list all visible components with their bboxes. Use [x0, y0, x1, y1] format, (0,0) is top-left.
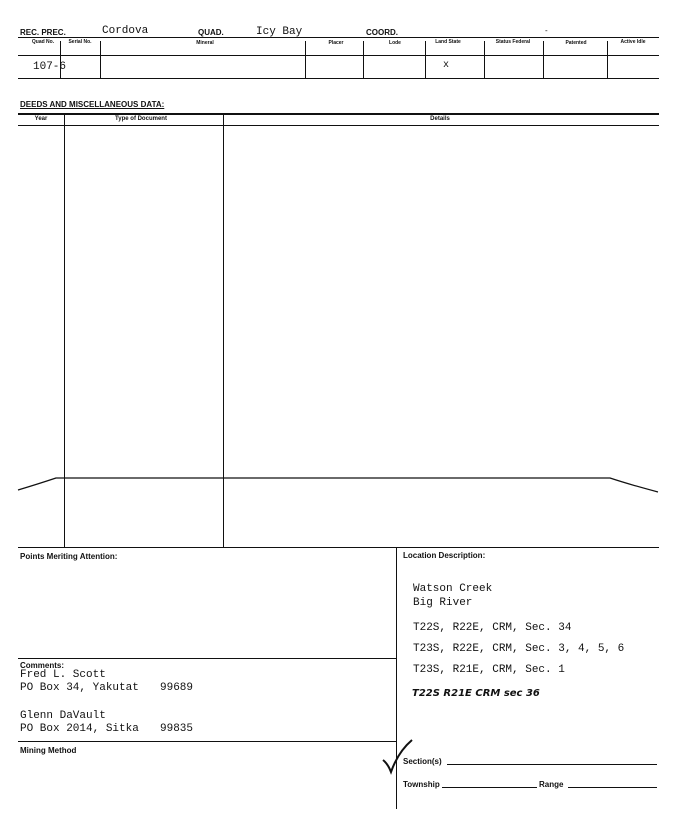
- legal-line-2: T23S, R22E, CRM, Sec. 3, 4, 5, 6: [413, 643, 625, 655]
- mining-method-top-rule: [18, 741, 396, 742]
- comment-name-2: Glenn DaVault: [20, 710, 106, 722]
- col-quad-no: Quad No.: [31, 39, 55, 45]
- comment-zip-1: 99689: [160, 682, 194, 694]
- checkmark-icon: [380, 736, 414, 776]
- township-label: Township: [403, 780, 440, 789]
- coord-label: COORD.: [366, 28, 398, 37]
- col-serial-no: Serial No.: [68, 39, 92, 45]
- rec-prec-label: REC. PREC.: [20, 28, 66, 37]
- quad-label: QUAD.: [198, 28, 224, 37]
- divider: [305, 41, 306, 78]
- township-blank: [442, 787, 537, 788]
- mining-method-label: Mining Method: [20, 746, 77, 755]
- points-meriting-attention-label: Points Meriting Attention:: [20, 552, 118, 561]
- divider: [607, 41, 608, 78]
- comment-name-1: Fred L. Scott: [20, 669, 106, 681]
- deeds-bottom-rule: [18, 547, 659, 548]
- divider: [363, 41, 364, 78]
- deeds-header-rule: [18, 125, 659, 126]
- range-label: Range: [539, 780, 564, 789]
- quad-no-value: 107-6: [33, 61, 67, 73]
- handwritten-legal-note: T22S R21E CRM sec 36: [412, 688, 540, 699]
- fold-crease: [0, 470, 678, 500]
- divider: [425, 41, 426, 78]
- deeds-title: DEEDS AND MISCELLANEOUS DATA:: [20, 100, 165, 109]
- comment-address-1: PO Box 34, Yakutat: [20, 682, 139, 694]
- coord-value: -: [545, 26, 548, 35]
- location-line-2: Big River: [413, 597, 473, 609]
- comment-zip-2: 99835: [160, 723, 194, 735]
- header-top-rule: [18, 37, 659, 38]
- location-line-1: Watson Creek: [413, 583, 493, 595]
- comments-top-rule: [18, 658, 396, 659]
- legal-line-3: T23S, R21E, CRM, Sec. 1: [413, 664, 565, 676]
- legal-line-1: T22S, R22E, CRM, Sec. 34: [413, 622, 572, 634]
- deeds-top-rule: [18, 113, 659, 115]
- header-mid-rule: [18, 55, 659, 56]
- col-patented: Patented: [565, 40, 587, 46]
- rec-prec-value: Cordova: [102, 25, 149, 37]
- divider: [100, 41, 101, 78]
- col-lode: Lode: [389, 40, 401, 46]
- comment-address-2: PO Box 2014, Sitka: [20, 723, 139, 735]
- col-mineral: Mineral: [196, 40, 214, 46]
- col-year: Year: [34, 116, 48, 122]
- range-blank: [568, 787, 657, 788]
- header-bottom-rule: [18, 78, 659, 79]
- comments-label: Comments:: [20, 661, 65, 670]
- section-blank: [447, 764, 657, 765]
- col-status-federal: Status Federal: [495, 39, 531, 45]
- col-details: Details: [430, 116, 450, 122]
- col-land-state: Land State: [435, 39, 461, 45]
- section-label: Section(s): [403, 757, 442, 766]
- divider: [484, 41, 485, 78]
- quad-value: Icy Bay: [256, 26, 303, 38]
- divider: [543, 41, 544, 78]
- location-description-label: Location Description:: [403, 551, 486, 560]
- land-state-value: x: [443, 60, 450, 71]
- col-active-idle: Active Idle: [620, 39, 646, 45]
- col-type-of-document: Type of Document: [115, 116, 167, 122]
- col-placer: Placer: [328, 40, 344, 46]
